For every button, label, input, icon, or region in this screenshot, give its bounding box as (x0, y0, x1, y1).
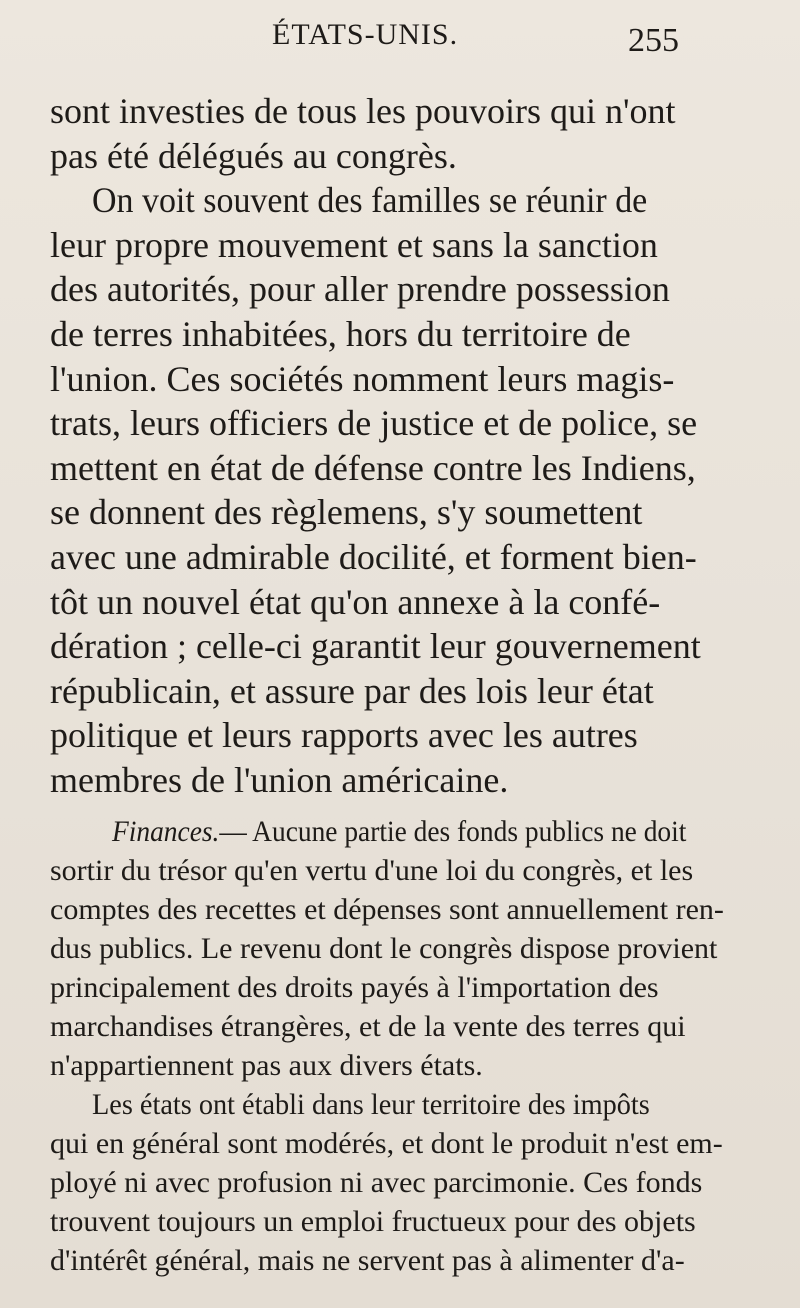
text-line: n'appartiennent pas aux divers états. (50, 1048, 483, 1082)
text-line: leur propre mouvement et sans la sanction (50, 224, 658, 265)
page-header (0, 12, 800, 68)
text-line: avec une admirable docilité, et forment bien- (50, 536, 697, 577)
text-line: pas été délégués au congrès. (50, 135, 457, 176)
text-line: qui en général sont modérés, et dont le produit n'est em- (50, 1126, 723, 1160)
text-line: ployé ni avec profusion ni avec parcimonie. Ces fonds (50, 1165, 703, 1199)
section-first-line (112, 815, 752, 849)
text-line: trats, leurs officiers de justice et de police, se (50, 403, 698, 444)
text-line: mettent en état de défense contre les Indiens, (50, 447, 696, 488)
text-line: comptes des recettes et dépenses sont annuellement ren- (50, 892, 724, 926)
running-title: ÉTATS-UNIS. (272, 18, 459, 51)
text-line: dus publics. Le revenu dont le congrès dispose provient (50, 931, 718, 965)
text-line: marchandises étrangères, et de la vente des terres qui (50, 1009, 686, 1043)
text-line: de terres inhabitées, hors du territoire de (50, 313, 631, 354)
text-line: Les états ont établi dans leur territoire des impôts (92, 1087, 650, 1121)
text-line: des autorités, pour aller prendre possession (50, 269, 670, 310)
text-line: se donnent des règlemens, s'y soumettent (50, 492, 643, 533)
text-line: d'intérêt général, mais ne servent pas à alimenter d'a- (50, 1244, 685, 1277)
text-line: l'union. Ces sociétés nomment leurs magis- (50, 358, 675, 399)
section-heading: Finances. (112, 814, 220, 848)
text-line: membres de l'union américaine. (50, 759, 509, 800)
text-line: républicain, et assure par des lois leur état (50, 670, 654, 711)
text-line: On voit souvent des familles se réunir de (92, 180, 648, 221)
text-fragment: — Aucune partie des fonds publics ne doit (219, 814, 687, 848)
text-line: sortir du trésor qu'en vertu d'une loi du congrès, et les (50, 853, 694, 887)
text-line: tôt un nouvel état qu'on annexe à la confé- (50, 581, 661, 622)
text-line: politique et leurs rapports avec les autres (50, 715, 638, 756)
text-line: principalement des droits payés à l'importation des (50, 970, 659, 1004)
page-number: 255 (628, 22, 679, 59)
text-line: trouvent toujours un emploi fructueux pour des objets (50, 1204, 696, 1238)
text-line: dération ; celle-ci garantit leur gouvernement (50, 626, 701, 667)
text-line: sont investies de tous les pouvoirs qui n'ont (50, 91, 676, 131)
